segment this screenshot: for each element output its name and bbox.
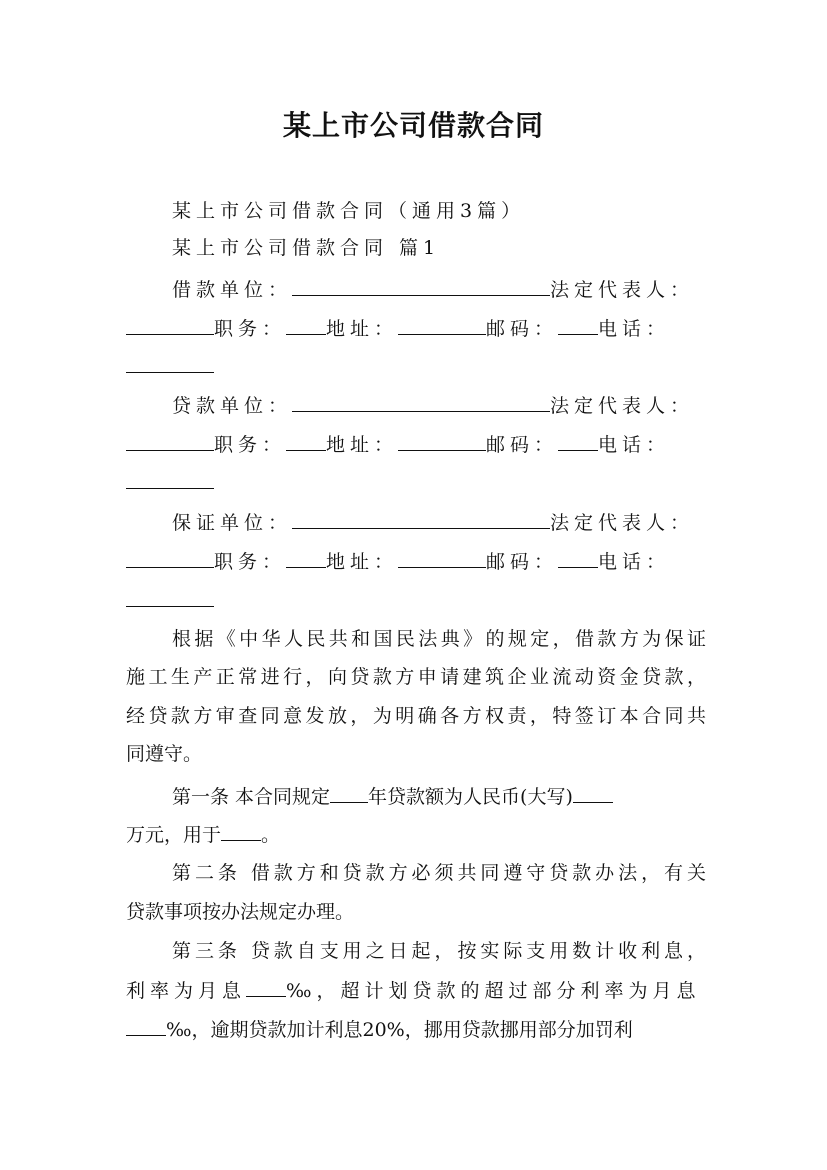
borrower-position-blank — [286, 313, 326, 335]
article-3-line-1: 第三条 贷款自支用之日起，按实际支用数计收利息， — [172, 940, 706, 962]
lender-rep-label: 法定代表人： — [550, 395, 695, 417]
guarantor-position-blank — [286, 546, 326, 568]
guarantor-phone-label: 电话： — [598, 551, 671, 573]
lender-unit-label: 贷款单位： — [172, 395, 293, 417]
guarantor-contact-line — [126, 546, 706, 577]
lender-address-label: 地址： — [326, 434, 399, 456]
lender-unit-blank — [292, 390, 550, 412]
party-line-lender — [172, 390, 706, 421]
guarantor-postcode-blank — [558, 546, 598, 568]
borrower-phone-blank-line — [126, 351, 706, 382]
lender-postcode-label: 邮码： — [486, 434, 559, 456]
borrower-address-blank — [398, 313, 486, 335]
borrower-phone-blank — [126, 351, 214, 373]
lender-position-label: 职务： — [214, 434, 287, 456]
article-1-purpose-blank — [221, 819, 261, 841]
article-3-text-a: 利率为月息 — [126, 980, 247, 1002]
lender-rep-blank — [126, 429, 214, 451]
intro-line-3: 经贷款方审查同意发放，为明确各方权责，特签订本合同共 — [126, 705, 706, 727]
borrower-address-label: 地址： — [326, 318, 399, 340]
intro-line-4: 同遵守。 — [126, 743, 203, 765]
document-subtitle: 某上市公司借款合同（通用3篇） — [172, 200, 526, 222]
article-3-text-c: ‰，逾期贷款加计利息20%，挪用贷款挪用部分加罚利 — [166, 1019, 633, 1041]
guarantor-position-label: 职务： — [214, 551, 287, 573]
borrower-rep-blank — [126, 313, 214, 335]
guarantor-unit-label: 保证单位： — [172, 512, 293, 534]
article-1-text-d: 。 — [261, 824, 281, 846]
party-line-guarantor — [172, 507, 706, 538]
article-1-text-a: 第一条 本合同规定 — [172, 786, 331, 808]
party-line-borrower — [172, 274, 706, 305]
article-1-line-2 — [126, 819, 706, 850]
article-3-excess-rate-blank — [126, 1014, 166, 1036]
lender-phone-blank-line — [126, 467, 706, 498]
lender-postcode-blank — [558, 429, 598, 451]
borrower-contact-line — [126, 313, 706, 344]
section-heading: 某上市公司借款合同 篇1 — [172, 237, 441, 259]
article-1-amount-blank — [573, 781, 613, 803]
article-2-line-1: 第二条 借款方和贷款方必须共同遵守贷款办法，有关 — [172, 862, 706, 884]
borrower-postcode-label: 邮码： — [486, 318, 559, 340]
borrower-postcode-blank — [558, 313, 598, 335]
borrower-phone-label: 电话： — [598, 318, 671, 340]
article-2-line-2: 贷款事项按办法规定办理。 — [126, 901, 355, 923]
guarantor-rep-blank — [126, 546, 214, 568]
guarantor-phone-blank-line — [126, 585, 706, 616]
guarantor-unit-blank — [292, 507, 550, 529]
article-1-line-1 — [172, 781, 706, 812]
article-1-year-blank — [330, 781, 368, 803]
lender-phone-label: 电话： — [598, 434, 671, 456]
guarantor-address-blank — [398, 546, 486, 568]
article-3-line-2 — [126, 975, 706, 1006]
lender-phone-blank — [126, 467, 214, 489]
guarantor-phone-blank — [126, 585, 214, 607]
article-1-text-b: 年贷款额为人民币(大写) — [368, 786, 573, 808]
intro-line-2: 施工生产正常进行，向贷款方申请建筑企业流动资金贷款， — [126, 666, 706, 688]
article-3-text-b: ‰，超计划贷款的超过部分利率为月息 — [286, 980, 701, 1002]
guarantor-address-label: 地址： — [326, 551, 399, 573]
lender-contact-line — [126, 429, 706, 460]
article-1-text-c: 万元，用于 — [126, 824, 222, 846]
article-3-rate-blank — [246, 975, 286, 997]
lender-address-blank — [398, 429, 486, 451]
guarantor-rep-label: 法定代表人： — [550, 512, 695, 534]
lender-position-blank — [286, 429, 326, 451]
borrower-rep-label: 法定代表人： — [550, 279, 695, 301]
borrower-unit-blank — [292, 274, 550, 296]
borrower-unit-label: 借款单位： — [172, 279, 293, 301]
borrower-position-label: 职务： — [214, 318, 287, 340]
article-3-line-3 — [126, 1014, 706, 1045]
page-title: 某上市公司借款合同 — [282, 109, 544, 142]
intro-line-1: 根据《中华人民共和国民法典》的规定，借款方为保证 — [172, 628, 706, 650]
guarantor-postcode-label: 邮码： — [486, 551, 559, 573]
